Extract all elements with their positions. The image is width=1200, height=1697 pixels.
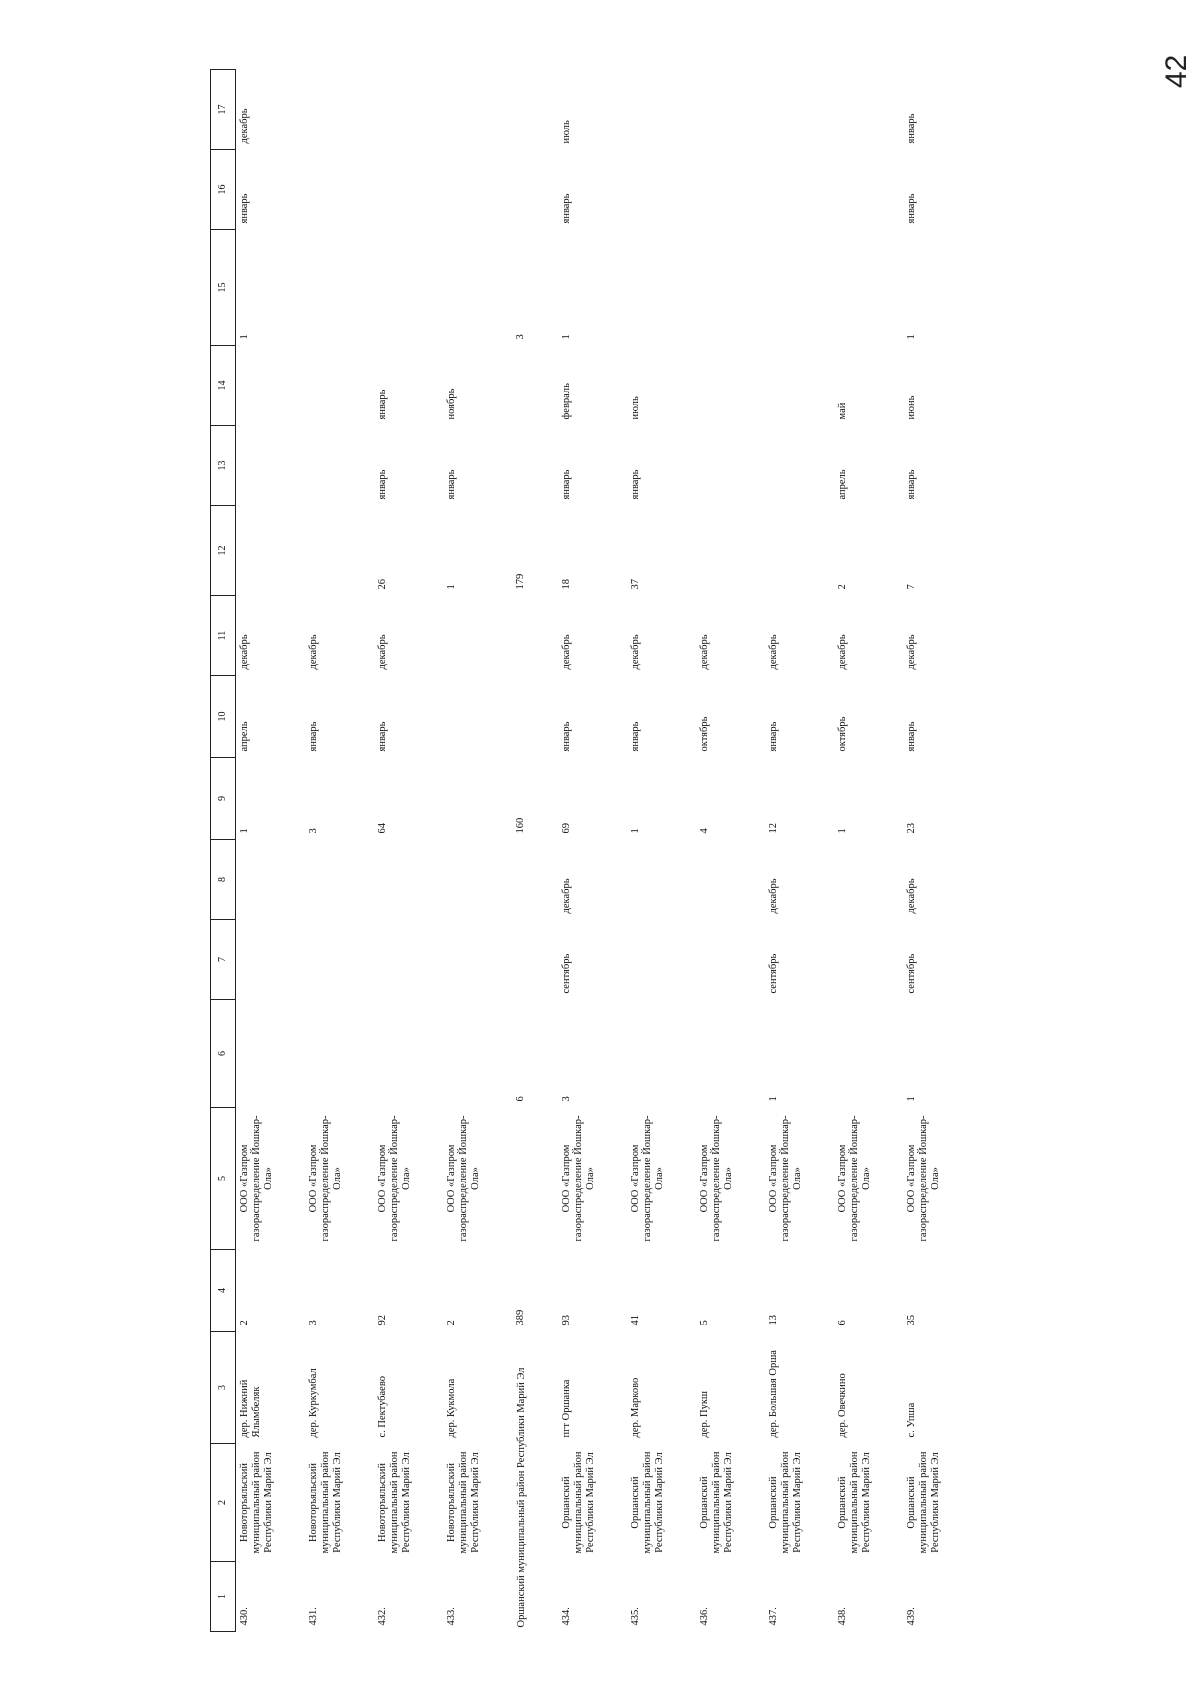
table-cell-col-2: Новоторъяльский муниципальный район Республики Марий Эл bbox=[446, 1451, 482, 1554]
header-column-7: 7 bbox=[211, 920, 236, 1000]
table-row bbox=[374, 70, 443, 1632]
table-cell-col-1: 435. bbox=[630, 1607, 641, 1626]
table-cell-col-9: 12 bbox=[768, 823, 779, 834]
table-cell-col-5: ООО «Газпром газораспределение Йошкар-Ола» bbox=[906, 1115, 942, 1242]
table-cell-col-10: январь bbox=[308, 721, 319, 752]
table-cell-col-7: сентябрь bbox=[906, 953, 917, 994]
table-cell-col-5: ООО «Газпром газораспределение Йошкар-Ола» bbox=[377, 1115, 413, 1242]
header-column-12: 12 bbox=[211, 506, 236, 596]
table-cell-col-9: 4 bbox=[699, 828, 710, 834]
table-cell-col-14: май bbox=[837, 402, 848, 420]
table-cell-col-8 bbox=[374, 840, 443, 920]
table-cell-col-5: ООО «Газпром газораспределение Йошкар-Ола» bbox=[561, 1115, 597, 1242]
table-cell-col-10: январь bbox=[906, 721, 917, 752]
table-cell-col-12 bbox=[236, 506, 306, 596]
table-cell-col-15 bbox=[627, 230, 696, 346]
table-cell-col-4: 2 bbox=[239, 1320, 250, 1326]
table-cell-col-6 bbox=[627, 1000, 696, 1108]
table-cell-col-2: Оршанский муниципальный район Республики Марий Эл bbox=[699, 1451, 735, 1554]
section-cell bbox=[512, 676, 558, 758]
table-cell-col-8 bbox=[627, 840, 696, 920]
table-cell-col-12: 2 bbox=[837, 584, 848, 590]
table-cell-col-10: январь bbox=[377, 721, 388, 752]
table-cell-col-4: 13 bbox=[768, 1315, 779, 1326]
table-cell-col-9: 1 bbox=[630, 828, 641, 834]
table-cell-col-11: декабрь bbox=[561, 634, 572, 670]
section-cell: 6 bbox=[515, 1096, 526, 1102]
header-column-11: 11 bbox=[211, 596, 236, 676]
table-cell-col-16 bbox=[627, 150, 696, 230]
section-cell bbox=[512, 1108, 558, 1250]
table-cell-col-6 bbox=[305, 1000, 374, 1108]
table-cell-col-2: Оршанский муниципальный район Республики Марий Эл bbox=[561, 1451, 597, 1554]
section-cell bbox=[512, 920, 558, 1000]
table-row bbox=[903, 70, 972, 1632]
section-cell: 3 bbox=[515, 334, 526, 340]
table-cell-col-17 bbox=[627, 70, 696, 150]
schedule-table bbox=[210, 69, 972, 1632]
table-row bbox=[443, 70, 512, 1632]
table-cell-col-2: Новоторъяльский муниципальный район Республики Марий Эл bbox=[377, 1451, 413, 1554]
table-cell-col-12: 18 bbox=[561, 579, 572, 590]
table-cell-col-15 bbox=[696, 230, 765, 346]
section-cell bbox=[512, 346, 558, 426]
section-title: Оршанский муниципальный район Республики Марий Эл bbox=[516, 1367, 527, 1628]
table-row bbox=[305, 70, 374, 1632]
header-column-10: 10 bbox=[211, 676, 236, 758]
table-cell-col-6 bbox=[443, 1000, 512, 1108]
table-cell-col-11 bbox=[443, 596, 512, 676]
table-cell-col-16 bbox=[696, 150, 765, 230]
header-column-13: 13 bbox=[211, 426, 236, 506]
section-cell: 160 bbox=[515, 817, 526, 834]
table-cell-col-6 bbox=[236, 1000, 306, 1108]
table-cell-col-12: 37 bbox=[630, 579, 641, 590]
table-cell-col-7 bbox=[374, 920, 443, 1000]
table-cell-col-17 bbox=[834, 70, 903, 150]
table-cell-col-5: ООО «Газпром газораспределение Йошкар-Ола» bbox=[630, 1115, 666, 1242]
header-row bbox=[211, 70, 236, 1632]
table-cell-col-6: 1 bbox=[906, 1096, 917, 1102]
table-row bbox=[765, 70, 834, 1632]
table-cell-col-3: дер. Овечкино bbox=[837, 1373, 848, 1438]
table-cell-col-15: 1 bbox=[906, 334, 917, 340]
table-cell-col-8 bbox=[305, 840, 374, 920]
header-column-17: 17 bbox=[211, 70, 236, 150]
table-cell-col-7: сентябрь bbox=[768, 953, 779, 994]
table-cell-col-1: 437. bbox=[768, 1607, 779, 1626]
section-cell bbox=[512, 70, 558, 150]
table-cell-col-10: январь bbox=[561, 721, 572, 752]
table-cell-col-1: 433. bbox=[446, 1607, 457, 1626]
table-cell-col-3: дер. Куркумбал bbox=[308, 1368, 319, 1438]
table-cell-col-13: январь bbox=[446, 469, 457, 500]
table-cell-col-6 bbox=[374, 1000, 443, 1108]
table-cell-col-4: 2 bbox=[446, 1320, 457, 1326]
table-cell-col-3: дер. Кукмола bbox=[446, 1378, 457, 1438]
table-cell-col-14: февраль bbox=[561, 383, 572, 420]
header-column-3: 3 bbox=[211, 1332, 236, 1444]
table-cell-col-10: октябрь bbox=[837, 716, 848, 752]
table-cell-col-8 bbox=[696, 840, 765, 920]
table-cell-col-17 bbox=[696, 70, 765, 150]
header-column-15: 15 bbox=[211, 230, 236, 346]
table-cell-col-1: 438. bbox=[837, 1607, 848, 1626]
table-cell-col-4: 5 bbox=[699, 1320, 710, 1326]
table-cell-col-17 bbox=[374, 70, 443, 150]
table-cell-col-8: декабрь bbox=[561, 878, 572, 914]
table-cell-col-5: ООО «Газпром газораспределение Йошкар-Ола» bbox=[837, 1115, 873, 1242]
table-cell-col-9: 23 bbox=[906, 823, 917, 834]
table-cell-col-15 bbox=[443, 230, 512, 346]
table-cell-col-7 bbox=[443, 920, 512, 1000]
table-cell-col-14: январь bbox=[377, 389, 388, 420]
table-cell-col-13 bbox=[765, 426, 834, 506]
table-cell-col-7 bbox=[696, 920, 765, 1000]
table-cell-col-14: июль bbox=[630, 396, 641, 420]
table-cell-col-15: 1 bbox=[561, 334, 572, 340]
table-cell-col-2: Новоторъяльский муниципальный район Республики Марий Эл bbox=[308, 1451, 344, 1554]
table-cell-col-12: 1 bbox=[446, 584, 457, 590]
table-cell-col-11: декабрь bbox=[377, 634, 388, 670]
table-cell-col-17 bbox=[765, 70, 834, 150]
table-cell-col-12 bbox=[696, 506, 765, 596]
table-cell-col-1: 436. bbox=[699, 1607, 710, 1626]
table-cell-col-12 bbox=[765, 506, 834, 596]
table-cell-col-9: 64 bbox=[377, 823, 388, 834]
table-cell-col-1: 434. bbox=[561, 1607, 572, 1626]
table-cell-col-3: пгт Оршанка bbox=[561, 1379, 572, 1438]
table-cell-col-7 bbox=[627, 920, 696, 1000]
table-cell-col-16 bbox=[834, 150, 903, 230]
header-column-5: 5 bbox=[211, 1108, 236, 1250]
header-column-4: 4 bbox=[211, 1250, 236, 1332]
section-cell bbox=[512, 840, 558, 920]
table-cell-col-15 bbox=[765, 230, 834, 346]
table-cell-col-3: дер. Марково bbox=[630, 1377, 641, 1438]
table-cell-col-16 bbox=[765, 150, 834, 230]
table-cell-col-2: Новоторъяльский муниципальный район Республики Марий Эл bbox=[239, 1451, 275, 1554]
table-cell-col-15 bbox=[834, 230, 903, 346]
table-cell-col-10: апрель bbox=[239, 721, 250, 752]
table-cell-col-4: 41 bbox=[630, 1315, 641, 1326]
table-cell-col-17 bbox=[443, 70, 512, 150]
table-cell-col-8: декабрь bbox=[768, 878, 779, 914]
table-cell-col-7 bbox=[834, 920, 903, 1000]
table-body bbox=[236, 70, 973, 1632]
table-cell-col-3: с. Пектубаево bbox=[377, 1376, 388, 1438]
table-cell-col-6: 3 bbox=[561, 1096, 572, 1102]
table-cell-col-17: январь bbox=[906, 113, 917, 144]
header-column-9: 9 bbox=[211, 758, 236, 840]
table-cell-col-5: ООО «Газпром газораспределение Йошкар-Ола» bbox=[308, 1115, 344, 1242]
table-row bbox=[558, 70, 627, 1632]
section-cell: 179 bbox=[515, 573, 526, 590]
table-cell-col-9: 1 bbox=[239, 828, 250, 834]
table-cell-col-17: июль bbox=[561, 120, 572, 144]
header-column-2: 2 bbox=[211, 1444, 236, 1562]
table-cell-col-1: 430. bbox=[239, 1607, 250, 1626]
table-row bbox=[627, 70, 696, 1632]
table-cell-col-7 bbox=[236, 920, 306, 1000]
table-cell-col-11: декабрь bbox=[768, 634, 779, 670]
table-cell-col-13 bbox=[236, 426, 306, 506]
table-cell-col-2: Оршанский муниципальный район Республики Марий Эл bbox=[906, 1451, 942, 1554]
table-cell-col-5: ООО «Газпром газораспределение Йошкар-Ола» bbox=[699, 1115, 735, 1242]
table-cell-col-7 bbox=[305, 920, 374, 1000]
table-cell-col-13 bbox=[305, 426, 374, 506]
table-cell-col-16: январь bbox=[561, 193, 572, 224]
table-cell-col-11: декабрь bbox=[906, 634, 917, 670]
header-column-8: 8 bbox=[211, 840, 236, 920]
table-cell-col-6 bbox=[834, 1000, 903, 1108]
table-cell-col-3: дер. Нижний Ялымбеляк bbox=[239, 1379, 263, 1438]
table-cell-col-6: 1 bbox=[768, 1096, 779, 1102]
table-cell-col-11: декабрь bbox=[630, 634, 641, 670]
table-cell-col-4: 3 bbox=[308, 1320, 319, 1326]
section-row bbox=[512, 70, 558, 1632]
table-cell-col-14: июнь bbox=[906, 395, 917, 420]
table-cell-col-14 bbox=[765, 346, 834, 426]
table-cell-col-2: Оршанский муниципальный район Республики Марий Эл bbox=[630, 1451, 666, 1554]
table-cell-col-10: январь bbox=[768, 721, 779, 752]
table-cell-col-6 bbox=[696, 1000, 765, 1108]
table-cell-col-3: дер. Пукш bbox=[699, 1390, 710, 1438]
table-cell-col-9 bbox=[443, 758, 512, 840]
section-cell bbox=[512, 426, 558, 506]
table-cell-col-3: дер. Большая Орша bbox=[768, 1350, 779, 1438]
table-cell-col-13: январь bbox=[906, 469, 917, 500]
section-cell bbox=[512, 150, 558, 230]
table-cell-col-10 bbox=[443, 676, 512, 758]
table-cell-col-9: 3 bbox=[308, 828, 319, 834]
table-cell-col-13: январь bbox=[377, 469, 388, 500]
table-cell-col-11: декабрь bbox=[308, 634, 319, 670]
table-cell-col-12: 7 bbox=[906, 584, 917, 590]
table-cell-col-8: декабрь bbox=[906, 878, 917, 914]
table-row bbox=[236, 70, 306, 1632]
table-cell-col-13 bbox=[696, 426, 765, 506]
table-cell-col-14 bbox=[305, 346, 374, 426]
table-cell-col-4: 35 bbox=[906, 1315, 917, 1326]
table-cell-col-11: декабрь bbox=[239, 634, 250, 670]
table-cell-col-13: апрель bbox=[837, 469, 848, 500]
table-cell-col-9: 69 bbox=[561, 823, 572, 834]
rotated-table-container bbox=[210, 70, 970, 1632]
table-cell-col-7: сентябрь bbox=[561, 953, 572, 994]
table-cell-col-17 bbox=[305, 70, 374, 150]
table-cell-col-14 bbox=[696, 346, 765, 426]
header-column-16: 16 bbox=[211, 150, 236, 230]
table-cell-col-15 bbox=[305, 230, 374, 346]
table-cell-col-4: 6 bbox=[837, 1320, 848, 1326]
header-column-6: 6 bbox=[211, 1000, 236, 1108]
table-cell-col-16 bbox=[305, 150, 374, 230]
table-row bbox=[834, 70, 903, 1632]
table-header bbox=[211, 70, 236, 1632]
table-cell-col-11: декабрь bbox=[837, 634, 848, 670]
table-cell-col-14: ноябрь bbox=[446, 388, 457, 420]
table-cell-col-11: декабрь bbox=[699, 634, 710, 670]
table-cell-col-2: Оршанский муниципальный район Республики Марий Эл bbox=[768, 1451, 804, 1554]
header-column-1: 1 bbox=[211, 1562, 236, 1632]
table-cell-col-5: ООО «Газпром газораспределение Йошкар-Ола» bbox=[446, 1115, 482, 1242]
section-cell bbox=[512, 596, 558, 676]
table-cell-col-4: 92 bbox=[377, 1315, 388, 1326]
table-cell-col-13: январь bbox=[561, 469, 572, 500]
table-cell-col-10: январь bbox=[630, 721, 641, 752]
table-cell-col-12: 26 bbox=[377, 579, 388, 590]
table-cell-col-8 bbox=[834, 840, 903, 920]
table-cell-col-8 bbox=[236, 840, 306, 920]
table-cell-col-16: январь bbox=[906, 193, 917, 224]
table-cell-col-1: 432. bbox=[377, 1607, 388, 1626]
section-cell: 389 bbox=[515, 1309, 526, 1326]
table-cell-col-1: 431. bbox=[308, 1607, 319, 1626]
table-cell-col-4: 93 bbox=[561, 1315, 572, 1326]
table-cell-col-5: ООО «Газпром газораспределение Йошкар-Ола» bbox=[239, 1115, 275, 1242]
table-cell-col-12 bbox=[305, 506, 374, 596]
table-cell-col-9: 1 bbox=[837, 828, 848, 834]
table-cell-col-16: январь bbox=[239, 193, 250, 224]
table-row bbox=[696, 70, 765, 1632]
header-column-14: 14 bbox=[211, 346, 236, 426]
table-cell-col-15 bbox=[374, 230, 443, 346]
table-cell-col-5: ООО «Газпром газораспределение Йошкар-Ола» bbox=[768, 1115, 804, 1242]
table-cell-col-2: Оршанский муниципальный район Республики Марий Эл bbox=[837, 1451, 873, 1554]
table-cell-col-13: январь bbox=[630, 469, 641, 500]
table-cell-col-10: октябрь bbox=[699, 716, 710, 752]
table-cell-col-16 bbox=[374, 150, 443, 230]
table-cell-col-14 bbox=[236, 346, 306, 426]
page-number: 42 bbox=[1160, 54, 1193, 88]
table-cell-col-17: декабрь bbox=[239, 108, 250, 144]
table-cell-col-3: с. Упша bbox=[906, 1402, 917, 1438]
table-cell-col-16 bbox=[443, 150, 512, 230]
table-cell-col-8 bbox=[443, 840, 512, 920]
table-cell-col-1: 439. bbox=[906, 1607, 917, 1626]
table-cell-col-15: 1 bbox=[239, 334, 250, 340]
